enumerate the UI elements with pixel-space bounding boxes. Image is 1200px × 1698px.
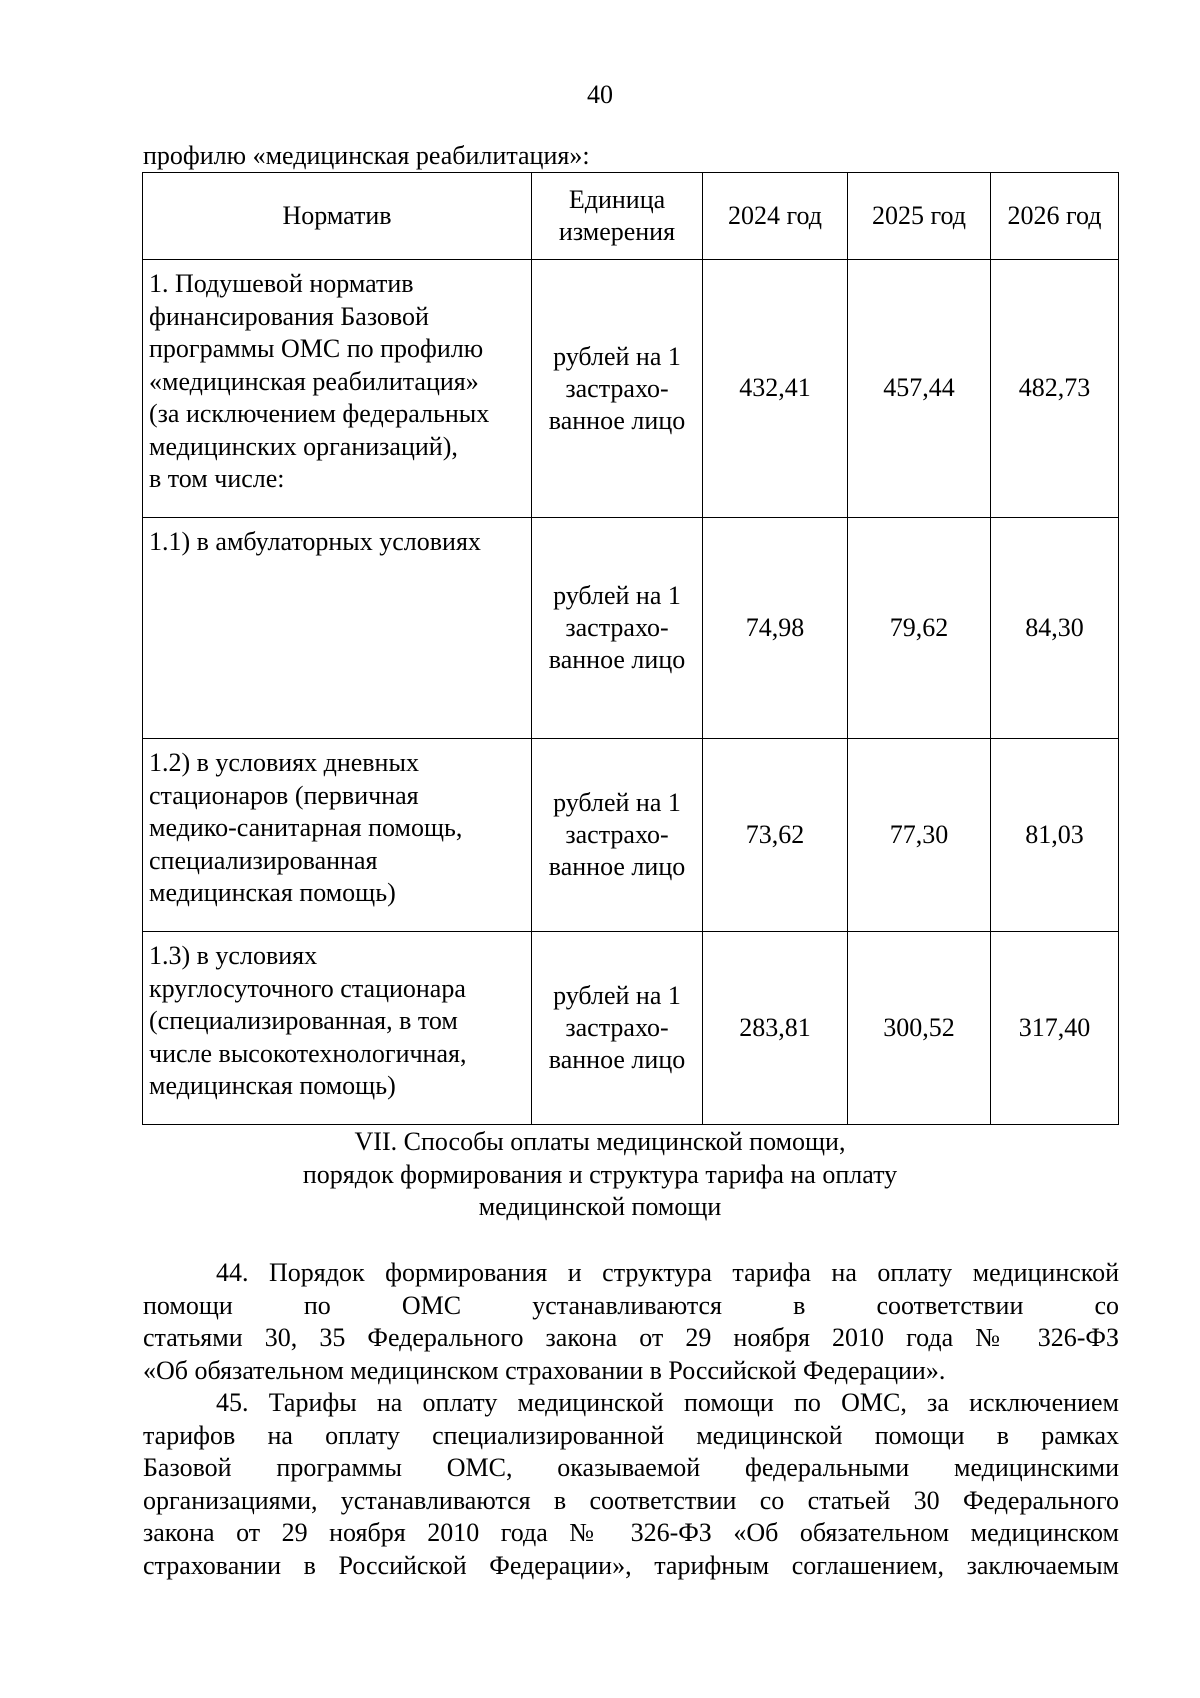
header-unit [532,173,703,260]
value-2025: 300,52 [848,932,991,1125]
row-name-line: 1. Подушевой норматив [149,269,414,298]
paragraph-line: 44. Порядок формирования и структура тарифа на оплату медицинской [216,1258,1119,1287]
row-unit-line: ванное лицо [548,405,686,435]
row-unit-line: застрахо- [565,1013,669,1042]
row-name-cell [143,518,532,739]
paragraph-line: организациями, устанавливаются в соответствии со статьей 30 Федерального [143,1485,1119,1515]
row-unit-cell [532,739,703,932]
value-2026: 482,73 [991,260,1119,518]
paragraph-line: 45. Тарифы на оплату медицинской помощи по ОМС, за исключением [216,1388,1119,1417]
row-name-line: стационаров (первичная [149,780,419,810]
row-name-line: числе высокотехнологичная, [149,1038,467,1068]
value-2026: 84,30 [991,518,1119,739]
table-row [143,518,1119,739]
header-unit-line1: Единица [568,185,666,214]
header-2025: 2025 год [848,173,991,260]
row-name-cell [143,739,532,932]
paragraph-line: страховании в Российской Федерации», тарифным соглашением, заключаемым [143,1550,1119,1580]
row-name-line: медицинская помощь) [149,878,396,907]
row-unit-cell [532,260,703,518]
row-name-line: круглосуточного стационара [149,973,466,1003]
row-unit-line: рублей на 1 [553,341,681,371]
paragraph-line: статьями 30, 35 Федерального закона от 29 ноября 2010 года № 326-ФЗ [143,1323,1119,1352]
row-unit-line: рублей на 1 [553,788,681,817]
row-name-line: (специализированная, в том [149,1006,458,1035]
row-unit-line: рублей на 1 [553,581,681,610]
row-unit-line: застрахо- [565,820,669,849]
table-row [143,932,1119,1125]
paragraph-line: закона от 29 ноября 2010 года № 326-ФЗ «Об обязательном медицинском [143,1518,1119,1547]
table-row [143,739,1119,932]
row-name-cell [143,260,532,518]
row-unit-line: застрахо- [565,373,669,403]
row-unit-line: ванное лицо [548,1045,686,1074]
row-name-line: программы ОМС по профилю [149,334,484,363]
row-name-line: (за исключением федеральных [149,399,490,428]
value-2025: 77,30 [848,739,991,932]
row-name-line: финансирования Базовой [149,301,429,331]
value-2024: 432,41 [703,260,848,518]
paragraph-line: тарифов на оплату специализированной медицинской помощи в рамках [143,1420,1119,1450]
paragraph-45 [143,1387,1119,1582]
section-heading-line: порядок формирования и структура тарифа на оплату [302,1159,898,1189]
paragraph-line: Базовой программы ОМС, оказываемой федеральными медицинскими [143,1453,1119,1482]
table-lead-in: профилю «медицинская реабилитация»: [143,141,590,170]
row-name-line: медицинских организаций), [149,431,458,461]
row-name-line: медицинская помощь) [149,1071,396,1100]
table-header-row [143,173,1119,260]
paragraph-line: помощи по ОМС устанавливаются в соответствии со [143,1290,1119,1320]
section-heading [0,1126,1200,1224]
row-name-line: в том числе: [149,464,285,493]
row-name-line: «медицинская реабилитация» [149,366,479,396]
header-unit-line2: измерения [558,217,676,246]
header-2026: 2026 год [991,173,1119,260]
row-name-line: 1.1) в амбулаторных условиях [149,527,481,556]
paragraph-44 [143,1257,1119,1387]
value-2024: 283,81 [703,932,848,1125]
row-name-cell [143,932,532,1125]
row-name-line: специализированная [149,845,378,875]
row-name-line: медико-санитарная помощь, [149,813,463,842]
row-unit-line: застрахо- [565,613,669,642]
value-2024: 73,62 [703,739,848,932]
table-row [143,260,1119,518]
row-unit-line: ванное лицо [548,852,686,881]
section-heading-line: медицинской помощи [478,1192,722,1221]
row-unit-line: рублей на 1 [553,981,681,1010]
page-number: 40 [587,80,613,109]
value-2025: 79,62 [848,518,991,739]
section-heading-line: VII. Способы оплаты медицинской помощи, [354,1127,846,1156]
header-2024: 2024 год [703,173,848,260]
header-normative: Норматив [143,173,532,260]
row-unit-line: ванное лицо [548,645,686,674]
row-unit-cell [532,518,703,739]
paragraph-line: «Об обязательном медицинском страховании в Российской Федерации». [143,1355,946,1385]
row-unit-cell [532,932,703,1125]
value-2026: 81,03 [991,739,1119,932]
value-2024: 74,98 [703,518,848,739]
value-2026: 317,40 [991,932,1119,1125]
normative-table [142,172,1119,1125]
row-name-line: 1.2) в условиях дневных [149,748,419,777]
value-2025: 457,44 [848,260,991,518]
row-name-line: 1.3) в условиях [149,941,318,970]
